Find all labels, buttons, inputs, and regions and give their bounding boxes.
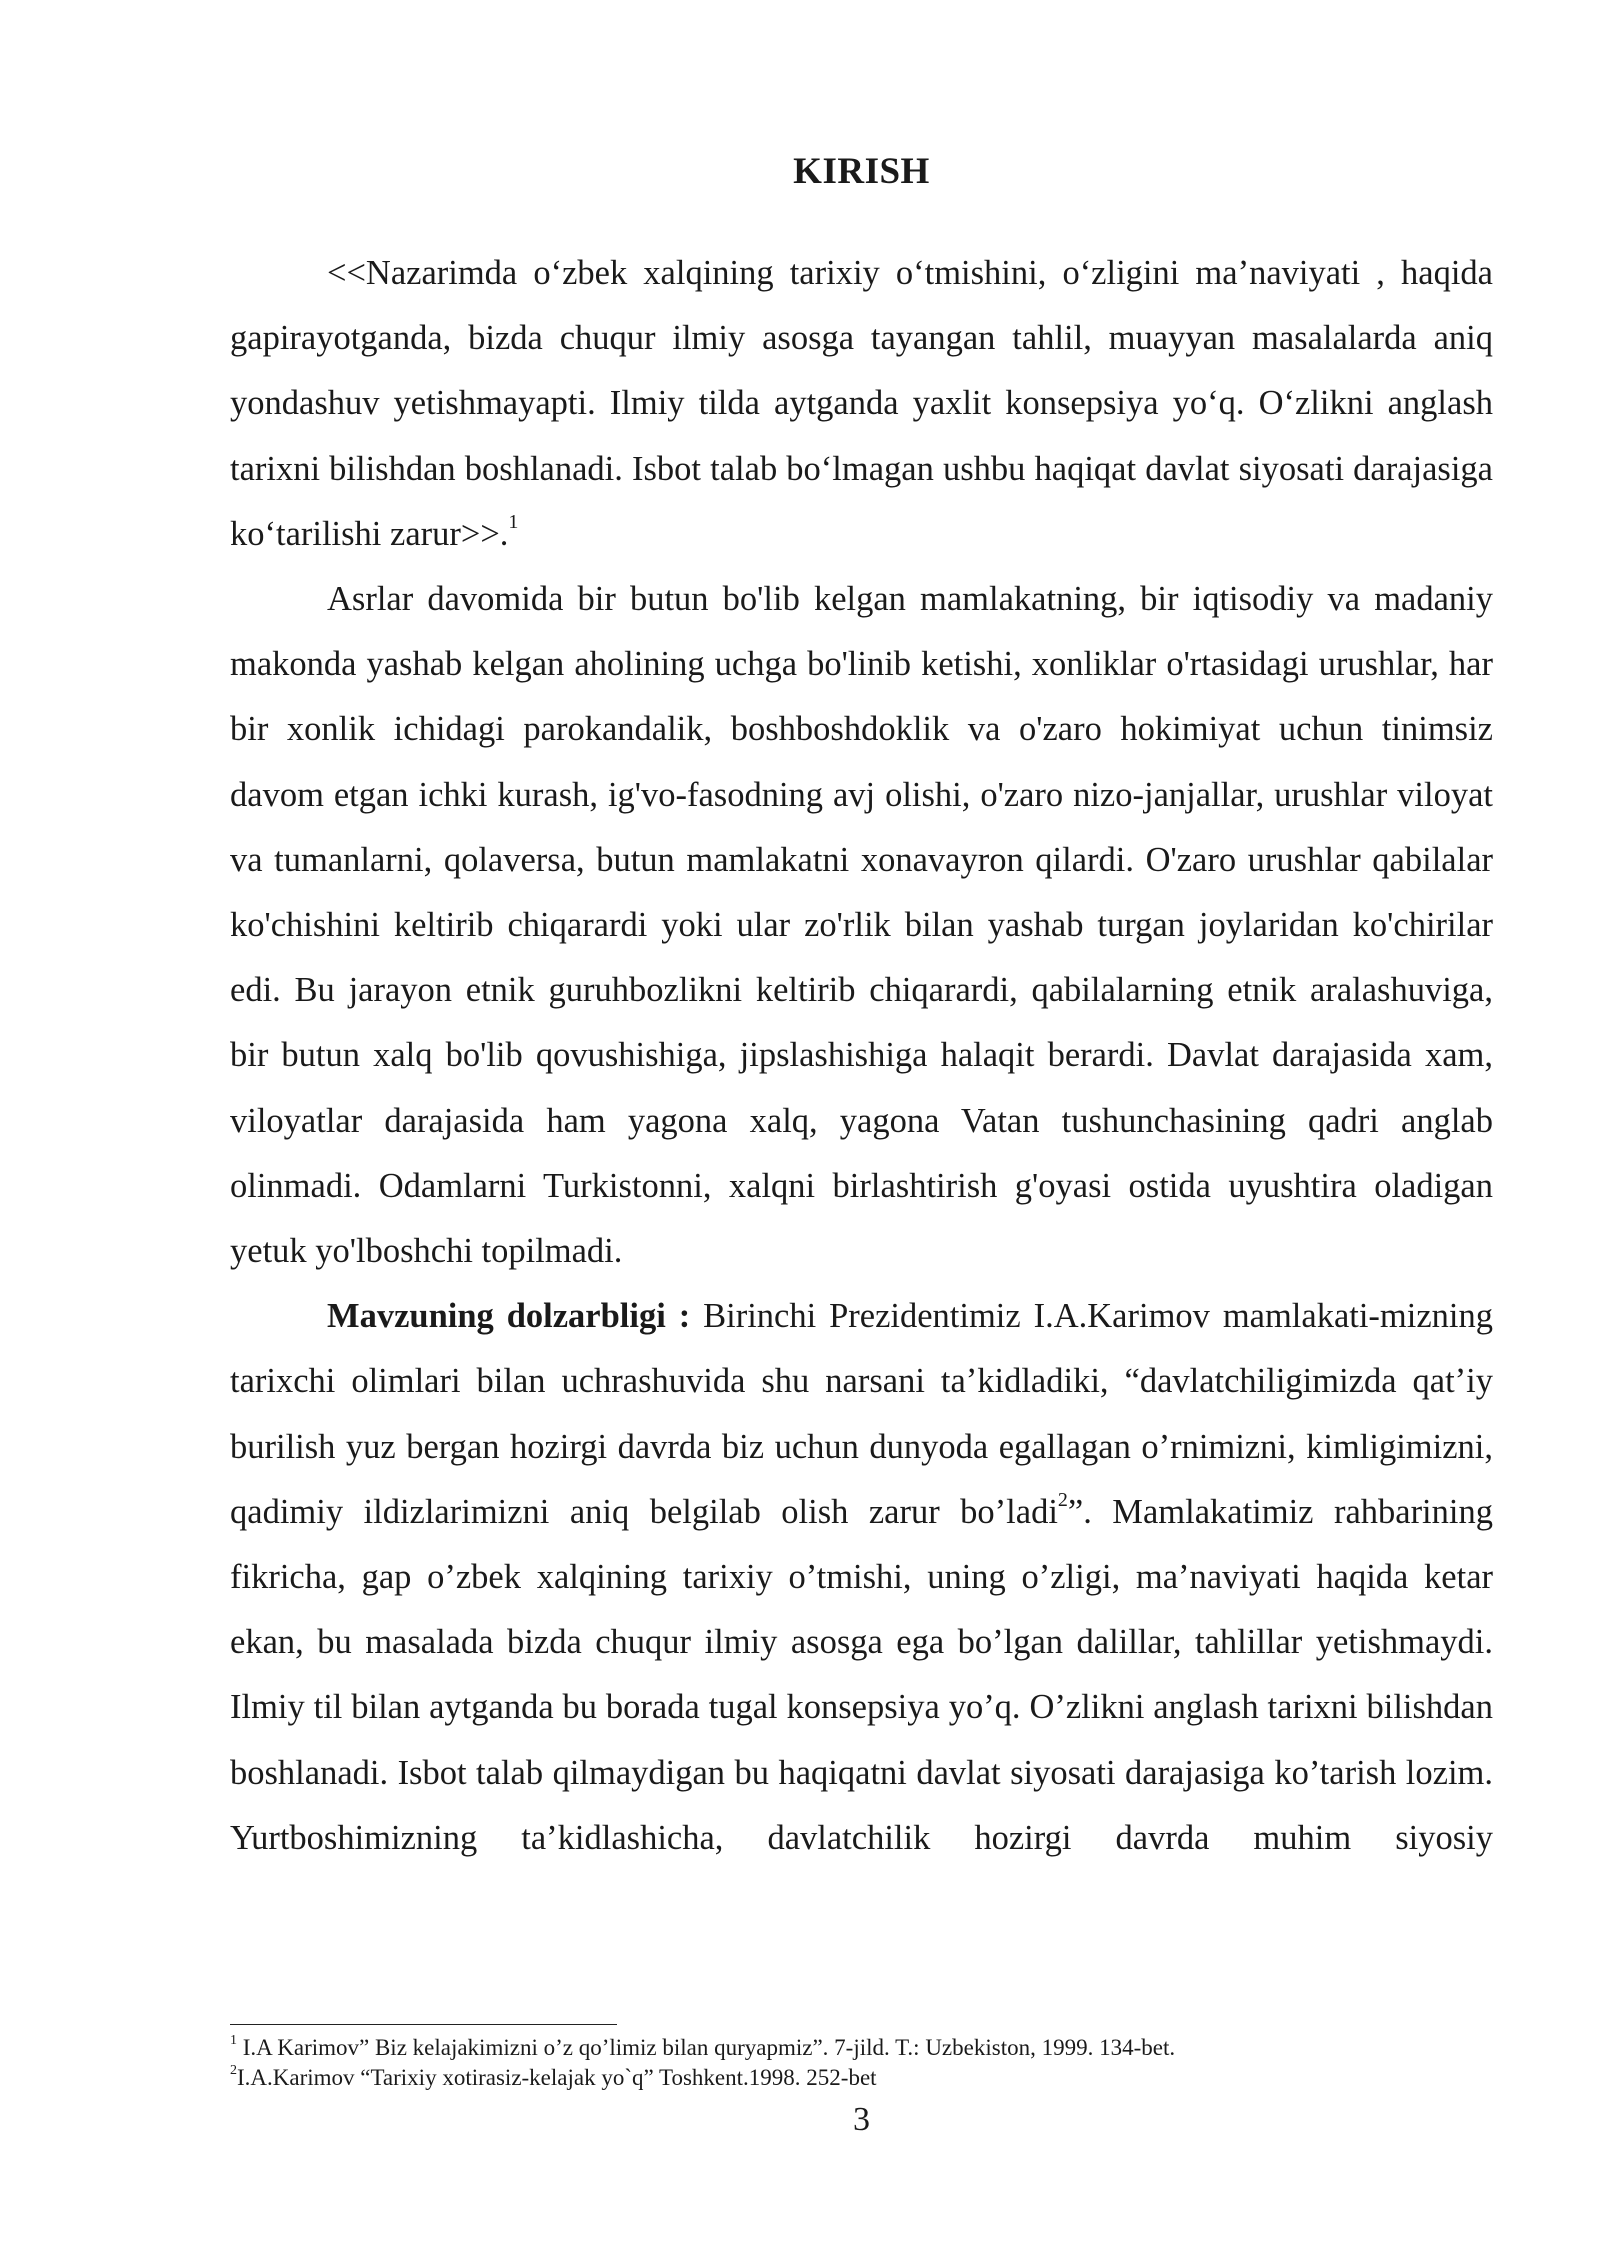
paragraph-3-lead: Mavzuning dolzarbligi :	[327, 1297, 691, 1336]
footnote-1-text: I.A Karimov” Biz kelajakimizni o’z qo’limiz bilan quryapmiz”. 7-jild. T.: Uzbekiston, 1999. 134-bet.	[237, 2035, 1176, 2060]
footnote-ref-1: 1	[508, 511, 519, 534]
paragraph-3	[230, 1284, 1493, 1871]
paragraph-1-text: <<Nazarimda oʻzbek xalqining tarixiy oʻtmishini, oʻzligini maʼnaviyati , haqida gapirayotganda, bizda chuqur ilmiy asosga tayangan tahlil, muayyan masalalarda aniq yondashuv yetishmayapti. Ilmiy tilda aytganda yaxlit konsepsiya yoʻq. Oʻzlikni anglash tarixni bilishdan boshlanadi. Isbot talab boʻlmagan ushbu haqiqat davlat siyosati darajasiga koʻtarilishi zarur>>.	[230, 254, 1493, 553]
footnote-2-number: 2	[230, 2063, 237, 2079]
footnote-1	[230, 2033, 1493, 2063]
footnote-2-text: I.A.Karimov “Tarixiy xotirasiz-kelajak yo`q” Toshkent.1998. 252-bet	[237, 2065, 877, 2090]
paragraph-2-text: Asrlar davomida bir butun bo'lib kelgan mamlakatning, bir iqtisodiy va madaniy makonda yashab kelgan aholining uchga bo'linib ketishi, xonliklar o'rtasidagi urushlar, har bir xonlik ichidagi parokandalik, boshboshdoklik va o'zaro hokimiyat uchun tinimsiz davom etgan ichki kurash, ig'vo-fasodning avj olishi, o'zaro nizo-janjallar, urushlar viloyat va tumanlarni, qolaversa, butun mamlakatni xonavayron qilardi. O'zaro urushlar qabilalar ko'chishini keltirib chiqarardi yoki ular zo'rlik bilan yashab turgan joylaridan ko'chirilar edi. Bu jarayon etnik guruhbozlikni keltirib chiqarardi, qabilalarning etnik aralashuviga, bir butun xalq bo'lib qovushishiga, jipslashishiga halaqit berardi. Davlat darajasida xam, viloyatlar darajasida ham yagona xalq, yagona Vatan tushunchasining qadri anglab olinmadi. Odamlarni Turkistonni, xalqni birlashtirish g'oyasi ostida uyushtira oladigan yetuk yo'lboshchi topilmadi.	[230, 580, 1493, 1271]
footnote-separator	[230, 2024, 617, 2025]
page-title: KIRISH	[793, 151, 930, 192]
paragraph-2	[230, 567, 1493, 1284]
page-number: 3	[853, 2101, 870, 2138]
footnotes	[230, 2033, 1493, 2093]
document-page	[230, 0, 1493, 2262]
paragraph-1	[230, 241, 1493, 567]
footnote-ref-2: 2	[1057, 1489, 1068, 1512]
footnote-1-number: 1	[230, 2033, 237, 2049]
paragraph-3-text-a: Birinchi Prezidentimiz I.A.Karimov mamlakati-mizning tarixchi olimlari bilan uchrashuvida shu narsani taʼkidladiki, “davlatchiligimizda qatʼiy burilish yuz bergan hozirgi davrda biz uchun dunyoda egallagan o’rnimizni, kimligimizni, qadimiy ildizlarimizni aniq belgilab olish zarur bo’ladi	[230, 1297, 1493, 1531]
footnote-2	[230, 2063, 1493, 2093]
body-text	[230, 241, 1493, 1871]
paragraph-3-text-b: ”. Mamlakatimiz rahbarining fikricha, gap o’zbek xalqining tarixiy o’tmishi, uning o’zligi, ma’naviyati haqida ketar ekan, bu masalada bizda chuqur ilmiy asosga ega bo’lgan dalillar, tahlillar yetishmaydi. Ilmiy til bilan aytganda bu borada tugal konsepsiya yo’q. O’zlikni anglash tarixni bilishdan boshlanadi. Isbot talab qilmaydigan bu haqiqatni davlat siyosati darajasiga ko’tarish lozim. Yurtboshimizning ta’kidlashicha, davlatchilik hozirgi davrda muhim siyosiy	[230, 1492, 1493, 1857]
